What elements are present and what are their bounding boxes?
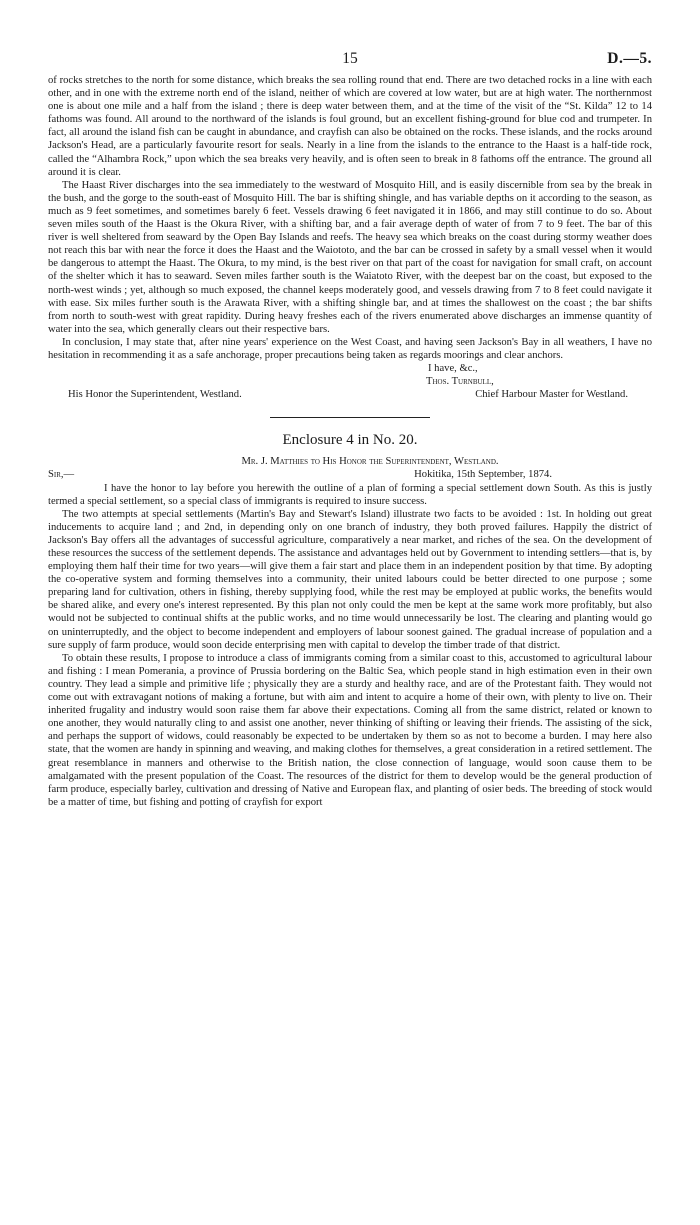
dateline: Hokitika, 15th September, 1874. [414,469,552,481]
document-page [48,50,652,809]
signatory-title: Chief Harbour Master for Westland. [475,389,628,401]
signature-block [48,362,652,401]
paragraph: In conclusion, I may state that, after nine years' experience on the West Coast, and having seen Jackson's Bay in all weathers, I have no hesitation in recommending it as a safe anchorage, proper precautions being taken as regards moorings and clear anchors. [48,336,652,361]
salutation: Sir,— [48,469,75,481]
page-header [48,50,652,74]
paragraph: The Haast River discharges into the sea immediately to the westward of Mosquito Hill, and is easily discernible from sea by the break in the bush, and the gorge to the south-east of Mosquito Hill. The bar is shifting shingle, and has variable depths on it according to the season, as much as 9 feet sometimes, and sometimes barely 6 feet. Vessels drawing 6 feet navigated it in 1866, and may still continue to do so. About seven miles south of the Haast is the Okura River, with a shifting bar, and a fair average depth of water of from 7 to 9 feet. The bar of this river is well sheltered from seaward by the Open Bay Islands and reefs. The heavy sea which breaks on the coast during stormy weather does not reach this bar with near the force it does the Haast and the Waiototo, and the bar can be crossed in safety by a small vessel when it would be dangerous to attempt the Haast. The Okura, to my mind, is the best river on that part of the coast for navigation for small craft, on account of the shelter which it has to seaward. Seven miles farther south is the Waiatoto River, with the deepest bar on the coast, but exposed to the north-west winds ; yet, although so much exposed, the channel keeps moderately good, and vessels drawing from 7 to 8 feet could navigate it with ease. Six miles further south is the Arawata River, with a shifting shingle bar, and at times the shallowest on the coast ; the bar shifts from north to south-west with great rapidity. During heavy freshes each of the rivers enumerated above discharges an immense quantity of water into the sea, which generally clears out their respective bars. [48,179,652,335]
enclosure-from-line: Mr. J. Matthies to His Honor the Superintendent, Westland. [241,456,499,468]
salutation-row [48,468,652,481]
signatory-name: Thos. Turnbull, [426,376,494,388]
paragraph: I have the honor to lay before you herewith the outline of a plan of forming a special settlement down South. As this is justly termed a special settlement, so a special class of immigrants is required to insure success. [48,482,652,507]
paragraph: The two attempts at special settlements (Martin's Bay and Stewart's Island) illustrate two facts to be avoided : 1st. In holding out great inducements to acquire land ; and 2nd, in depending only on one branch of industry, they both proved failures. Happily the district of Jackson's Bay offers all the advantages of successful agriculture, comparatively a near market, and riches of the sea. On the development of these resources the success of the settlement depends. The assistance and advantages held out by Government to intending settlers—that is, by employing them half their time for two years—will give them a fair start and place them in an independent position by that time. By adopting the co-operative system and forming themselves into a community, their united labours could be better directed to one purpose ; some preparing land for cultivation, others in fishing, thereby supplying food, while the rest may be employed at public works, the benefits would be shared alike, and every one's interest represented. By this plan not only could the men be kept at the same work more profitably, but also would not be subjected to continual shifts at the public works, and no time would unnecessarily be lost. The clearing and planting would go on uninterruptedly, and the object to become independent and employers of labour soonest gained. The gradual increase of population and a sure supply of farm produce, would soon decide enterprising men with capital to develop the timber trade of that district. [48,508,652,651]
enclosure-body [48,482,652,809]
letter-body [48,74,652,362]
paragraph: of rocks stretches to the north for some distance, which breaks the sea rolling round that end. There are two detached rocks in a line with each other, and in one with the extreme north end of the island, neither of which are covered at low water, but are at high water. The northernmost one is about one mile and a half from the island ; there is deep water between them, and at the time of the visit of the “St. Kilda” 12 to 14 fathoms was found. All around to the northward of the islands is foul ground, but an excellent fishing-ground for blue cod and trumpeter. In fact, all around the island fish can be caught in abundance, and crayfish can also be obtained on the rocks. These islands, and the rocks around Jackson's Head, are a particularly favourite resort for seals. Nearly in a line from the islands to the entrance to the Haast is a half-tide rock, called the “Alhambra Rock,” upon which the sea breaks very heavily, and is often seen to break in 8 fathoms off the entrance. The ground all around it is clear. [48,75,652,178]
closing-line: I have, &c., [428,363,478,375]
page-number: 15 [342,50,358,67]
paragraph: To obtain these results, I propose to introduce a class of immigrants coming from a similar coast to this, accustomed to agricultural labour and fishing : I mean Pomerania, a province of Prussia bordering on the Baltic Sea, which people stand in high estimation even in their own country. They lead a simple and primitive life ; physically they are a sturdy and healthy race, and are of the Protestant faith. They would not come out with extravagant notions of making a fortune, but with aim and intent to acquire a home of their own, with plenty to live on. Their inherited frugality and industry would soon raise them far above their expectations. Coming all from the same district, related or known to one another, they would naturally cling to and assist one another, never thinking of shifting or leaving their friends. The assisting of the sick, and perhaps the support of widows, could reasonably be expected to be undertaken by them so as not to become a burden. I may here also state, that the women are handy in spinning and weaving, and making clothes for themselves, a great consideration in a retired settlement. The great resemblance in manners and otherwise to the British nation, the close connection of language, would soon cause them to be amalgamated with the present population of the Coast. The resources of the district for them to develop would be the general production of farm produce, especially barley, cultivation and dressing of Native and European flax, and planting of osier beds. The breeding of stock would be a matter of time, but fishing and potting of crayfish for export [48,652,652,808]
document-reference: D.—5. [607,50,652,67]
enclosure-title: Enclosure 4 in No. 20. [282,432,418,449]
addressee: His Honor the Superintendent, Westland. [68,389,242,401]
section-divider [270,417,430,418]
